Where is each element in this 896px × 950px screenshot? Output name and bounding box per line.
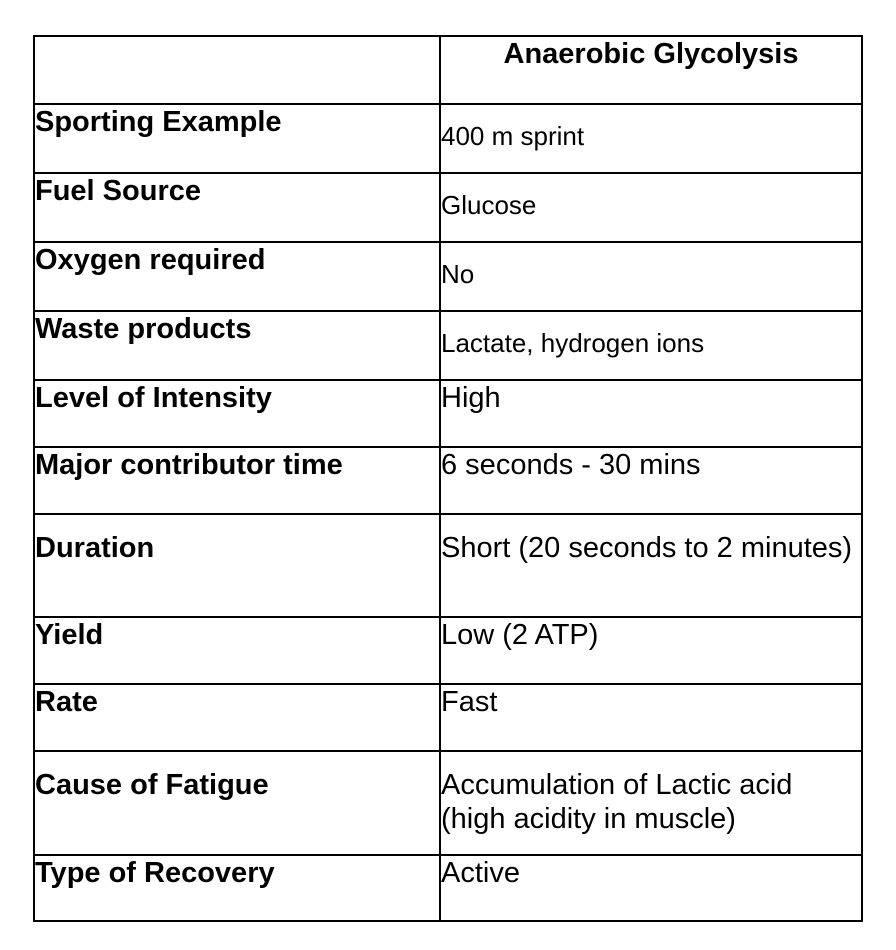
row-value: Lactate, hydrogen ions (440, 311, 862, 380)
table-row (34, 514, 862, 617)
row-value: No (440, 242, 862, 311)
row-value: Low (2 ATP) (440, 617, 862, 684)
row-label: Sporting Example (34, 104, 440, 173)
table-row (34, 751, 862, 855)
row-value: Accumulation of Lactic acid (high acidity in muscle) (440, 751, 862, 855)
table-row (34, 617, 862, 684)
row-label: Rate (34, 684, 440, 751)
row-value: Active (440, 855, 862, 921)
column-title: Anaerobic Glycolysis (440, 36, 862, 104)
row-value: Glucose (440, 173, 862, 242)
row-value: Short (20 seconds to 2 minutes) (440, 514, 862, 617)
row-value: High (440, 380, 862, 447)
table-row (34, 104, 862, 173)
row-label: Duration (34, 514, 440, 617)
table-row (34, 380, 862, 447)
row-label: Waste products (34, 311, 440, 380)
header-row (34, 36, 862, 104)
table-row (34, 242, 862, 311)
table-row (34, 173, 862, 242)
row-value: 6 seconds - 30 mins (440, 447, 862, 514)
header-empty-cell (34, 36, 440, 104)
row-label: Cause of Fatigue (34, 751, 440, 855)
table-row (34, 311, 862, 380)
row-label: Major contributor time (34, 447, 440, 514)
table-row (34, 855, 862, 921)
row-label: Yield (34, 617, 440, 684)
row-value: Fast (440, 684, 862, 751)
table-row (34, 447, 862, 514)
table-row (34, 684, 862, 751)
row-label: Fuel Source (34, 173, 440, 242)
row-label: Level of Intensity (34, 380, 440, 447)
row-label: Oxygen required (34, 242, 440, 311)
energy-system-table (33, 35, 863, 922)
row-value: 400 m sprint (440, 104, 862, 173)
row-label: Type of Recovery (34, 855, 440, 921)
